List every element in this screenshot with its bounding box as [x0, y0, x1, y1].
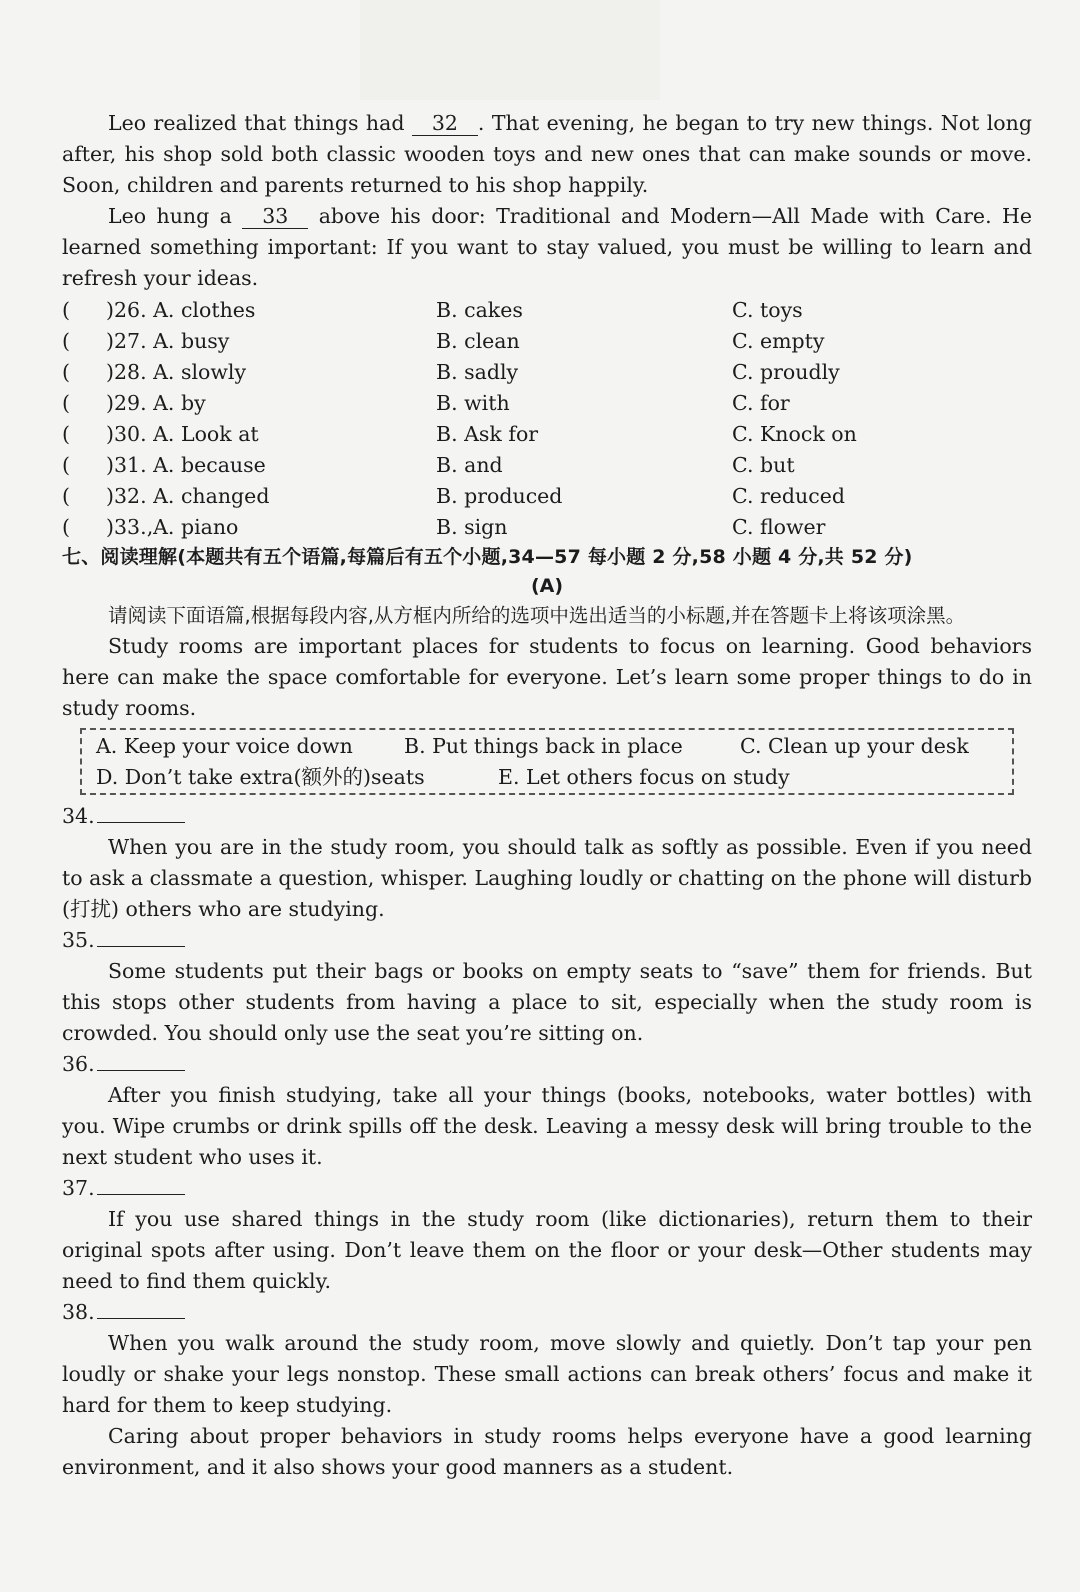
- option-row: ( )33.‚A. piano B. sign C. flower: [62, 514, 826, 539]
- option-row: ( )31. A. because B. and C. but: [62, 452, 795, 477]
- option-row: ( )30. A. Look at B. Ask for C. Knock on: [62, 421, 857, 446]
- option-row: ( )32. A. changed B. produced C. reduced: [62, 483, 845, 508]
- option-row: ( )27. A. busy B. clean C. empty: [62, 328, 825, 353]
- question-paragraph: After you finish studying, take all your things (books, notebooks, water bottles) with you. Wipe crumbs or drink spills off the desk. Leaving a messy desk will bring trouble to the next student who uses it.: [62, 1083, 1032, 1169]
- question-number: 38.: [62, 1297, 1032, 1328]
- passage-label: (A): [530, 575, 564, 597]
- options-table: [62, 294, 1032, 542]
- heading-options-box: [80, 728, 1014, 795]
- question-paragraph: If you use shared things in the study room (like dictionaries), return them to their original spots after using. Don’t leave them on the floor or your desk—Other students may need to find them quickly.: [62, 1207, 1032, 1293]
- passage-paragraph-2: Leo hung a 33 above his door: Traditional and Modern—All Made with Care. He learned something important: If you want to stay valued, you must be willing to learn and refresh your ideas.: [62, 204, 1033, 290]
- question-number: 36.: [62, 1049, 1032, 1080]
- question-paragraph: When you are in the study room, you should talk as softly as possible. Even if you need to ask a classmate a question, whisper. Laughing loudly or chatting on the phone will disturb (打扰) others who are studying.: [62, 835, 1032, 921]
- question-number: 34.: [62, 801, 1032, 832]
- answer-line: [97, 1174, 185, 1195]
- answer-line: [97, 926, 185, 947]
- answer-line: [97, 802, 185, 823]
- instruction: 请阅读下面语篇,根据每段内容,从方框内所给的选项中选出适当的小标题,并在答题卡上将该项涂黑。: [108, 604, 966, 627]
- blank-32: 32: [412, 111, 478, 136]
- heading-option-c: C. Clean up your desk: [740, 734, 969, 758]
- conclusion-paragraph: Caring about proper behaviors in study rooms helps everyone have a good learning environment, and it also shows your good manners as a student.: [62, 1424, 1032, 1479]
- section-title: 七、阅读理解(本题共有五个语篇,每篇后有五个小题,34—57 每小题 2 分,58 小题 4 分,共 52 分): [62, 546, 913, 568]
- question-paragraph: When you walk around the study room, move slowly and quietly. Don’t tap your pen loudly or shake your legs nonstop. These small actions can break others’ focus and make it hard for them to keep studying.: [62, 1331, 1032, 1417]
- option-row: ( )28. A. slowly B. sadly C. proudly: [62, 359, 840, 384]
- heading-option-b: B. Put things back in place: [404, 734, 683, 758]
- box-row-1: [96, 731, 998, 762]
- scan-shadow: [360, 0, 660, 100]
- heading-option-a: A. Keep your voice down: [96, 734, 353, 758]
- question-number: 37.: [62, 1173, 1032, 1204]
- intro-paragraph: Study rooms are important places for students to focus on learning. Good behaviors here can make the space comfortable for everyone. Let’s learn some proper things to do in study rooms.: [62, 634, 1032, 720]
- question-paragraph: Some students put their bags or books on empty seats to “save” them for friends. But this stops other students from having a place to sit, especially when the study room is crowded. You should only use the seat you’re sitting on.: [62, 959, 1032, 1045]
- heading-option-d: D. Don’t take extra(额外的)seats: [96, 765, 425, 789]
- option-row: ( )29. A. by B. with C. for: [62, 390, 790, 415]
- exam-page: [62, 108, 1032, 1483]
- answer-line: [97, 1050, 185, 1071]
- heading-option-e: E. Let others focus on study: [498, 765, 790, 789]
- answer-line: [97, 1298, 185, 1319]
- passage-paragraph-1: Leo realized that things had 32 . That evening, he began to try new things. Not long after, his shop sold both classic wooden toys and new ones that can make sounds or move. Soon, children and parents returned to his shop happily.: [62, 111, 1032, 197]
- box-row-2: [96, 762, 998, 793]
- option-row: ( )26. A. clothes B. cakes C. toys: [62, 297, 803, 322]
- blank-33: 33: [242, 204, 308, 229]
- question-number: 35.: [62, 925, 1032, 956]
